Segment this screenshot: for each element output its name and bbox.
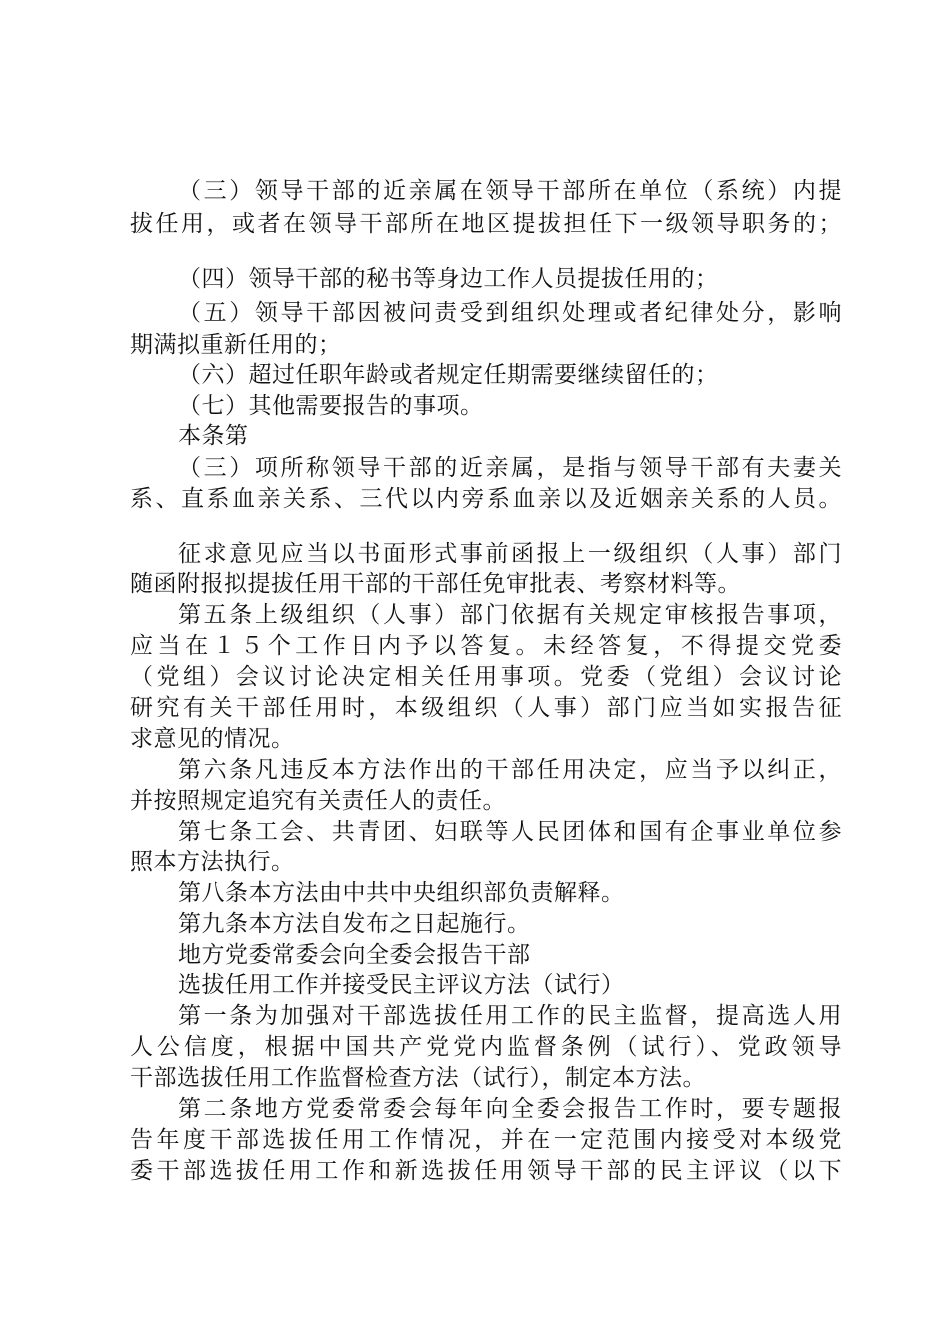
paragraph-line: 干部选拔任用工作监督检查方法（试行），制定本方法。 [130, 1065, 706, 1091]
paragraph-line: 照本方法执行。 [130, 849, 295, 875]
paragraph-line: 征求意见应当以书面形式事前函报上一级组织（人事）部门 [178, 541, 842, 567]
paragraph-line: （五）领导干部因被问责受到组织处理或者纪律处分，影响 [178, 300, 842, 326]
paragraph-line: 第六条凡违反本方法作出的干部任用决定，应当予以纠正， [178, 757, 842, 783]
paragraph-line: 系、直系血亲关系、三代以内旁系血亲以及近姻亲关系的人员。 [130, 486, 842, 512]
paragraph-line: 应当在１５个工作日内予以答复。未经答复，不得提交党委 [130, 633, 842, 659]
paragraph-line: 第七条工会、共青团、妇联等人民团体和国有企事业单位参 [178, 819, 842, 845]
paragraph-line: 并按照规定追究有关责任人的责任。 [130, 788, 506, 814]
paragraph-line: 第九条本方法自发布之日起施行。 [178, 911, 531, 937]
paragraph-line: 第二条地方党委常委会每年向全委会报告工作时，要专题报 [178, 1096, 842, 1122]
paragraph-line: （六）超过任职年龄或者规定任期需要继续留任的； [178, 362, 719, 388]
paragraph-line: （党组）会议讨论决定相关任用事项。党委（党组）会议讨论 [130, 664, 842, 690]
paragraph-line: 研究有关干部任用时，本级组织（人事）部门应当如实报告征 [130, 695, 842, 721]
paragraph-line: 第八条本方法由中共中央组织部负责解释。 [178, 880, 625, 906]
paragraph-line: 求意见的情况。 [130, 726, 295, 752]
paragraph-line: （七）其他需要报告的事项。 [178, 393, 484, 419]
paragraph-line: 选拔任用工作并接受民主评议方法（试行） [178, 972, 625, 998]
paragraph-line: 期满拟重新任用的； [130, 332, 342, 358]
paragraph-line: （三）项所称领导干部的近亲属，是指与领导干部有夫妻关 [178, 455, 842, 481]
paragraph-line: 本条第 [178, 423, 249, 449]
paragraph-line: 第一条为加强对干部选拔任用工作的民主监督，提高选人用 [178, 1003, 842, 1029]
paragraph-line: 拔任用，或者在领导干部所在地区提拔担任下一级领导职务的； [130, 211, 842, 237]
paragraph-line: 人公信度，根据中国共产党党内监督条例（试行）、党政领导 [130, 1034, 842, 1060]
paragraph-line: （四）领导干部的秘书等身边工作人员提拔任用的； [178, 266, 719, 292]
paragraph-line: 告年度干部选拔任用工作情况，并在一定范围内接受对本级党 [130, 1127, 842, 1153]
paragraph-line: 地方党委常委会向全委会报告干部 [178, 942, 531, 968]
paragraph-line: 委干部选拔任用工作和新选拔任用领导干部的民主评议（以下 [130, 1158, 842, 1184]
paragraph-line: （三）领导干部的近亲属在领导干部所在单位（系统）内提 [178, 178, 842, 204]
paragraph-line: 第五条上级组织（人事）部门依据有关规定审核报告事项， [178, 602, 842, 628]
paragraph-line: 随函附报拟提拔任用干部的干部任免审批表、考察材料等。 [130, 571, 741, 597]
